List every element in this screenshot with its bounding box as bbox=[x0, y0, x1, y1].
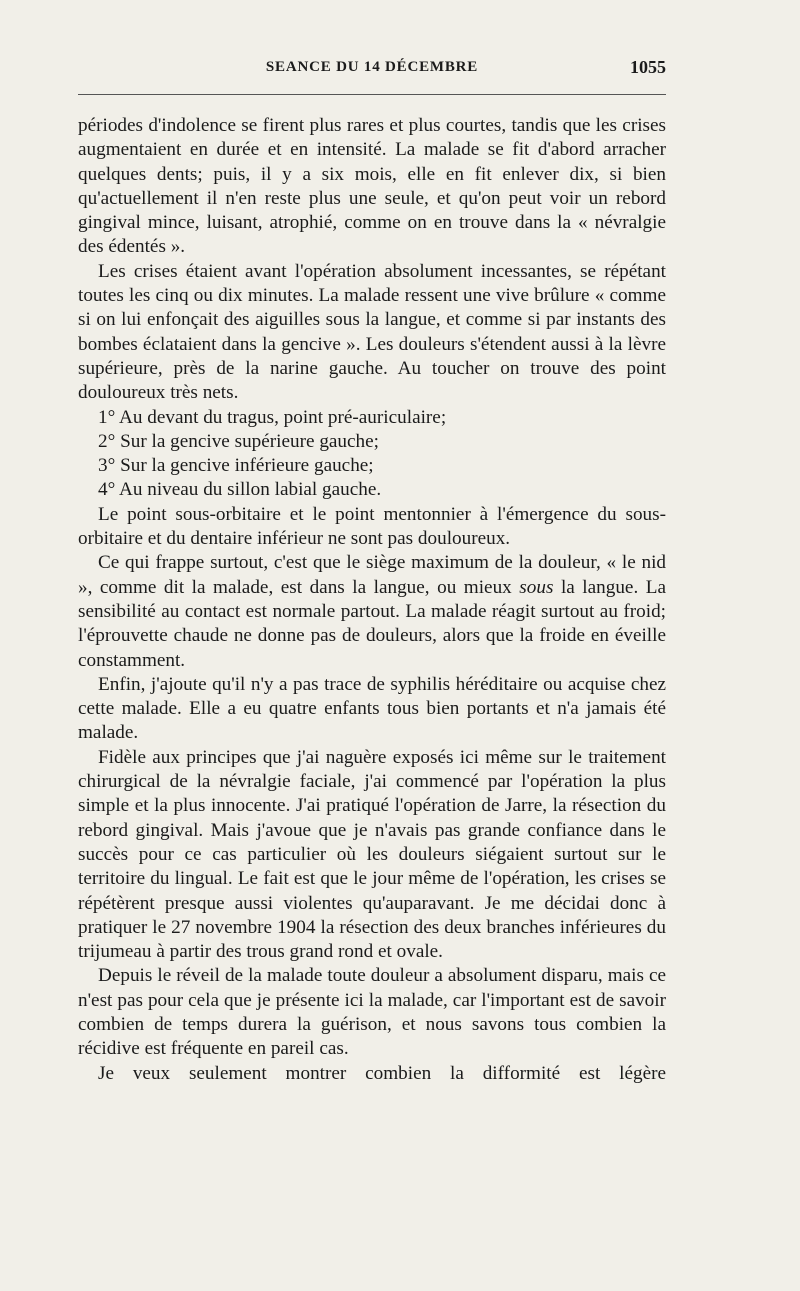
list-item: 1° Au devant du tragus, point pré-auriculaire; bbox=[98, 406, 447, 428]
paragraph: Enfin, j'ajoute qu'il n'y a pas trace de syphilis héréditaire ou acquise chez cette malade. Elle a eu quatre enfants tous bien portants et n'a jamais été malade. bbox=[78, 673, 666, 744]
header-rule bbox=[78, 94, 666, 95]
body-text bbox=[78, 114, 666, 1086]
paragraph: Je veux seulement montrer combien la difformité est légère bbox=[98, 1062, 666, 1084]
paragraph: Les crises étaient avant l'opération absolument incessantes, se répétant toutes les cinq ou dix minutes. La malade ressent une vive brûlure « comme si on lui enfonçait des aiguilles sous la langue, et comme si par instants des bombes éclataient dans la gencive ». Les douleurs s'étendent aussi à la lèvre supérieure, près de la narine gauche. Au toucher on trouve des point douloureux très nets. bbox=[78, 260, 666, 404]
paragraph: Le point sous-orbitaire et le point mentonnier à l'émergence du sous-orbitaire et du dentaire inférieur ne sont pas douloureux. bbox=[78, 503, 666, 550]
running-header bbox=[78, 59, 666, 83]
list-item: 4° Au niveau du sillon labial gauche. bbox=[98, 479, 382, 501]
page-number: 1055 bbox=[630, 57, 666, 77]
header-title: SEANCE DU 14 DÉCEMBRE bbox=[265, 59, 479, 75]
paragraph: Depuis le réveil de la malade toute douleur a absolument disparu, mais ce n'est pas pour cela que je présente ici la malade, car l'important est de savoir combien de temps durera la guérison, et nous savons tous combien la récidive est fréquente en pareil cas. bbox=[78, 965, 666, 1060]
emphasis: sous bbox=[519, 576, 554, 598]
paragraph: Fidèle aux principes que j'ai naguère exposés ici même sur le traitement chirurgical de la névralgie faciale, j'ai commencé par l'opération la plus simple et la plus innocente. J'ai pratiqué l'opération de Jarre, la résection du rebord gingival. Mais j'avoue que je n'avais pas grande confiance dans le succès pour ce cas particulier où les douleurs siégaient surtout sur le territoire du lingual. Le fait est que le jour même de l'opération, les crises se répétèrent presque aussi violentes qu'auparavant. Je me décidai donc à pratiquer le 27 novembre 1904 la résection des deux branches inférieures du trijumeau à partir des trous grand rond et ovale. bbox=[78, 746, 666, 963]
paragraph-text: Ce qui frappe surtout, c'est que le siège maximum de la douleur, « le nid », comme dit la malade, est dans la langue, ou mieux bbox=[78, 552, 666, 598]
paragraph-text: la langue. La sensibilité au contact est normale partout. La malade réagit surtout au froid; l'éprouvette chaude ne donne pas de douleurs, alors que la froide en éveille constamment. bbox=[78, 576, 667, 671]
list-item: 2° Sur la gencive supérieure gauche; bbox=[98, 430, 379, 452]
paragraph bbox=[78, 551, 666, 672]
list-item: 3° Sur la gencive inférieure gauche; bbox=[98, 455, 374, 477]
paragraph: périodes d'indolence se firent plus rares et plus courtes, tandis que les crises augmentaient en durée et en intensité. La malade se fit d'abord arracher quelques dents; puis, il y a six mois, elle en fit enlever dix, si bien qu'actuellement il n'en reste plus une seule, et qu'on peut voir un rebord gingival mince, luisant, atrophié, comme on en trouve dans la « névralgie des édentés ». bbox=[78, 115, 666, 258]
